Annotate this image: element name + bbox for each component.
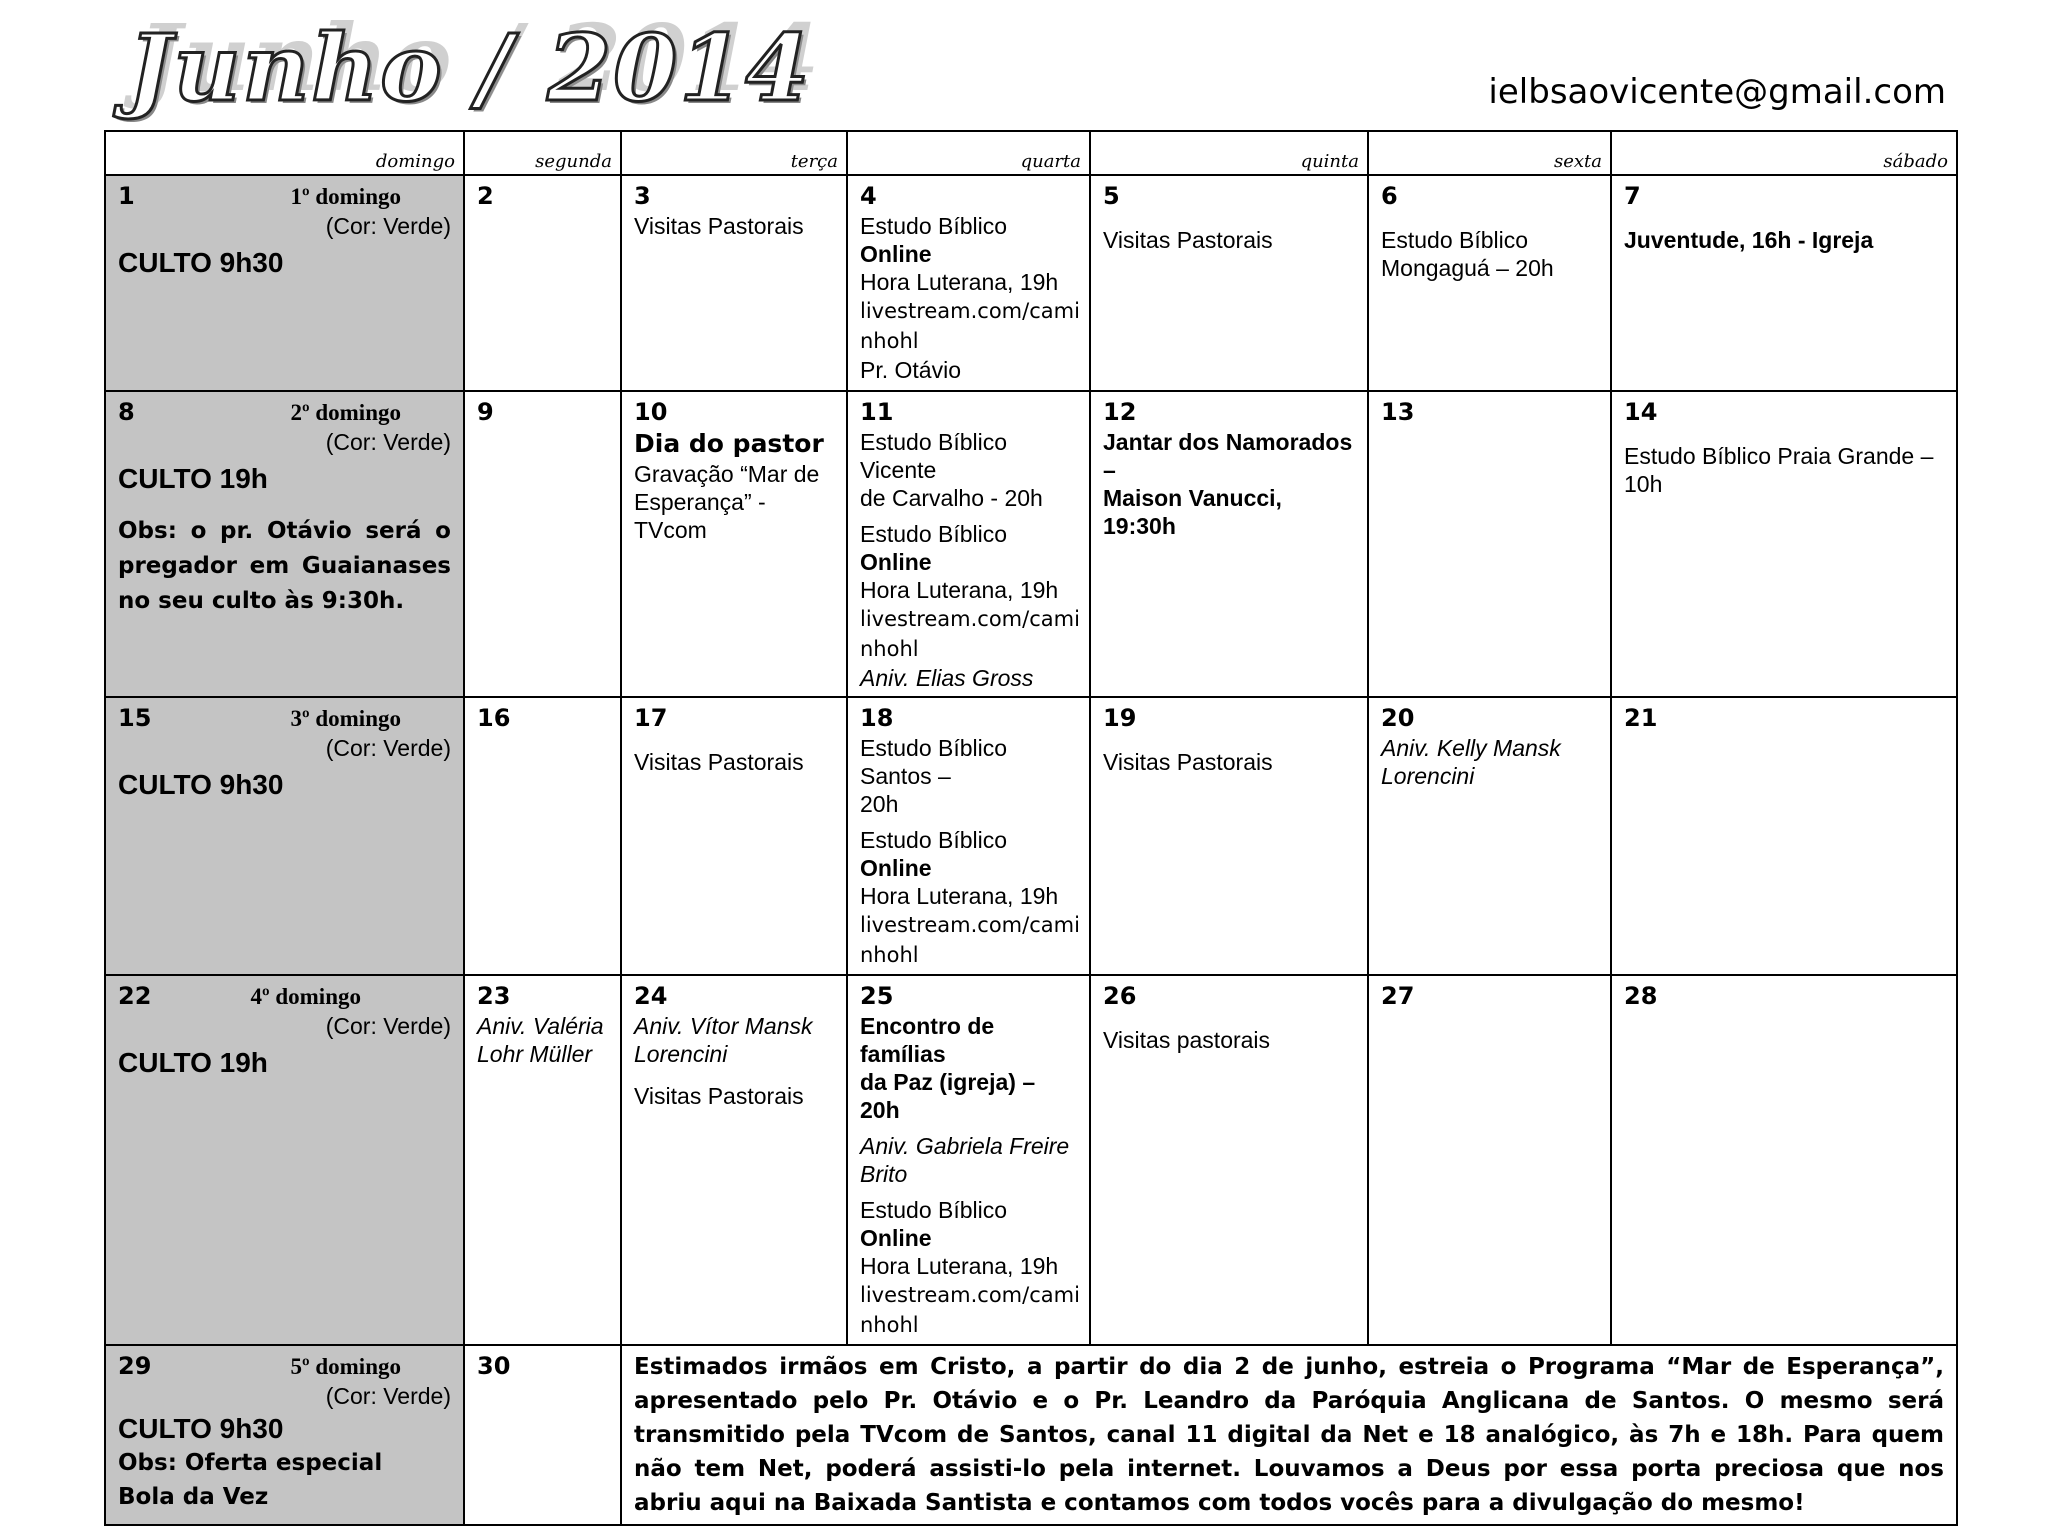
liturgical-color: (Cor: Verde) — [325, 735, 451, 761]
day-number: 3 — [634, 182, 651, 210]
day-cell — [847, 697, 1090, 975]
event-text: Visitas Pastorais — [634, 1083, 804, 1109]
service-time: CULTO 9h30 — [118, 247, 284, 278]
day-cell — [1090, 975, 1368, 1345]
day-cell — [1090, 175, 1368, 391]
day-number: 28 — [1624, 982, 1658, 1010]
birthday-text: Aniv. Valéria — [477, 1013, 604, 1039]
birthday-text: Lorencini — [634, 1041, 728, 1067]
stream-link: nhohl — [860, 1313, 919, 1337]
sunday-ordinal: 2º domingo — [290, 400, 401, 425]
sunday-ordinal: 3º domingo — [290, 706, 401, 731]
day-number: 29 — [118, 1352, 152, 1380]
event-text: Estudo Bíblico Vicente — [860, 429, 1008, 483]
event-text: Estudo Bíblico — [860, 213, 1008, 239]
day-cell — [1611, 975, 1957, 1345]
day-cell — [847, 175, 1090, 391]
day-cell — [847, 391, 1090, 697]
day-number: 1 — [118, 182, 135, 210]
day-cell — [621, 175, 847, 391]
day-number: 2 — [477, 182, 494, 210]
day-cell — [1611, 697, 1957, 975]
day-cell — [464, 975, 621, 1345]
day-number: 9 — [477, 398, 494, 426]
contact-email: ielbsaovicente@gmail.com — [1488, 72, 1946, 112]
birthday-text: Aniv. Elias Gross — [860, 665, 1034, 691]
weekday-header: terça — [621, 131, 847, 175]
event-text: Estudo Bíblico — [1381, 227, 1529, 253]
day-cell — [847, 975, 1090, 1345]
day-number: 27 — [1381, 982, 1415, 1010]
weekday-header: domingo — [105, 131, 464, 175]
event-text: Estudo Bíblico — [860, 1197, 1008, 1223]
day-number: 12 — [1103, 398, 1137, 426]
event-text: Jantar dos Namorados – — [1103, 429, 1353, 483]
event-text: Hora Luterana, 19h — [860, 883, 1059, 909]
event-text: Pr. Otávio — [860, 357, 961, 383]
week-row — [105, 975, 1957, 1345]
liturgical-color: (Cor: Verde) — [325, 213, 451, 239]
service-time: CULTO 9h30 — [118, 1413, 284, 1444]
stream-link: nhohl — [860, 329, 919, 353]
day-cell — [621, 697, 847, 975]
day-cell — [1090, 391, 1368, 697]
event-text: Online — [860, 1225, 932, 1251]
event-text: 20h — [860, 791, 899, 817]
event-text: Online — [860, 241, 932, 267]
sunday-note: Bola da Vez — [118, 1484, 269, 1510]
day-number: 23 — [477, 982, 511, 1010]
day-cell — [464, 1345, 621, 1525]
day-number: 18 — [860, 704, 894, 732]
day-number: 6 — [1381, 182, 1398, 210]
service-time: CULTO 19h — [118, 463, 268, 494]
week-row — [105, 1345, 1957, 1525]
weekday-header: quarta — [847, 131, 1090, 175]
weekday-header: sábado — [1611, 131, 1957, 175]
event-text: Online — [860, 855, 932, 881]
event-text: de Carvalho - 20h — [860, 485, 1043, 511]
event-text: Visitas Pastorais — [634, 749, 804, 775]
day-number: 11 — [860, 398, 894, 426]
day-number: 21 — [1624, 704, 1658, 732]
calendar-table — [104, 130, 1958, 1526]
event-text: Encontro de famílias — [860, 1013, 995, 1067]
day-cell — [1368, 697, 1611, 975]
day-number: 7 — [1624, 182, 1641, 210]
event-text: Estudo Bíblico Praia Grande – 10h — [1624, 443, 1934, 497]
event-text: Estudo Bíblico — [860, 521, 1008, 547]
day-number: 24 — [634, 982, 668, 1010]
sunday-cell — [105, 975, 464, 1345]
service-time: CULTO 19h — [118, 1047, 268, 1078]
event-text: da Paz (igreja) – 20h — [860, 1069, 1036, 1123]
day-number: 15 — [118, 704, 152, 732]
day-number: 19 — [1103, 704, 1137, 732]
day-number: 8 — [118, 398, 135, 426]
sunday-ordinal: 1º domingo — [290, 184, 401, 209]
liturgical-color: (Cor: Verde) — [325, 1383, 451, 1409]
weekday-header: quinta — [1090, 131, 1368, 175]
day-number: 13 — [1381, 398, 1415, 426]
day-number: 25 — [860, 982, 894, 1010]
sunday-cell — [105, 175, 464, 391]
sunday-note: Obs: o pr. Otávio será o pregador em Guaianases no seu culto às 9:30h. — [118, 518, 451, 614]
day-cell — [1611, 391, 1957, 697]
sunday-ordinal: 4º domingo — [250, 984, 361, 1009]
page-title: Junho / 2014 — [128, 14, 812, 122]
birthday-text: Aniv. Gabriela Freire — [860, 1133, 1070, 1159]
sunday-cell — [105, 391, 464, 697]
day-cell — [464, 391, 621, 697]
day-cell — [1611, 175, 1957, 391]
weekday-header: sexta — [1368, 131, 1611, 175]
week-row — [105, 175, 1957, 391]
event-text: Juventude, 16h - Igreja — [1624, 227, 1874, 253]
week-row — [105, 697, 1957, 975]
day-number: 14 — [1624, 398, 1658, 426]
day-cell — [1090, 697, 1368, 975]
liturgical-color: (Cor: Verde) — [325, 1013, 451, 1039]
announcement-notice: Estimados irmãos em Cristo, a partir do dia 2 de junho, estreia o Programa “Mar de Esperança”, apresentado pelo Pr. Otávio e o Pr. Leandro da Paróquia Anglicana de Santos. O mesmo será transmitido pela TVcom de Santos, canal 11 digital da Net e 18 analógico, às 7h e 18h. Para quem não tem Net, poderá assisti-lo pela internet. Louvamos a Deus por essa porta preciosa que nos abriu aqui na Baixada Santista e contamos com todos vocês para a divulgação do mesmo! — [621, 1345, 1957, 1525]
event-text: Hora Luterana, 19h — [860, 577, 1059, 603]
stream-link: livestream.com/cami — [860, 607, 1080, 631]
event-text: Hora Luterana, 19h — [860, 269, 1059, 295]
event-text: Visitas Pastorais — [1103, 227, 1273, 253]
liturgical-color: (Cor: Verde) — [325, 429, 451, 455]
day-number: 20 — [1381, 704, 1415, 732]
stream-link: livestream.com/cami — [860, 299, 1080, 323]
day-number: 22 — [118, 982, 152, 1010]
day-cell — [1368, 391, 1611, 697]
day-cell — [464, 175, 621, 391]
weekday-header-row — [105, 131, 1957, 175]
stream-link: livestream.com/cami — [860, 1283, 1080, 1307]
event-text: Gravação “Mar de — [634, 461, 820, 487]
day-cell — [464, 697, 621, 975]
event-text: Visitas Pastorais — [634, 213, 804, 239]
event-headline: Dia do pastor — [634, 429, 824, 458]
day-cell — [621, 391, 847, 697]
day-number: 5 — [1103, 182, 1120, 210]
day-number: 16 — [477, 704, 511, 732]
sunday-note: Obs: Oferta especial — [118, 1450, 383, 1476]
event-text: Estudo Bíblico — [860, 827, 1008, 853]
event-text: Maison Vanucci, 19:30h — [1103, 485, 1282, 539]
day-cell — [621, 975, 847, 1345]
day-number: 30 — [477, 1352, 511, 1380]
day-number: 26 — [1103, 982, 1137, 1010]
stream-link: livestream.com/cami — [860, 913, 1080, 937]
day-number: 10 — [634, 398, 668, 426]
birthday-text: Brito — [860, 1161, 908, 1187]
event-text: Online — [860, 549, 932, 575]
event-text: Visitas pastorais — [1103, 1027, 1271, 1053]
day-cell — [1368, 175, 1611, 391]
day-cell — [1368, 975, 1611, 1345]
stream-link: nhohl — [860, 943, 919, 967]
birthday-text: Lorencini — [1381, 763, 1475, 789]
day-number: 4 — [860, 182, 877, 210]
birthday-text: Aniv. Kelly Mansk — [1381, 735, 1561, 761]
event-text: Hora Luterana, 19h — [860, 1253, 1059, 1279]
stream-link: nhohl — [860, 637, 919, 661]
event-text: Esperança” - TVcom — [634, 489, 766, 543]
birthday-text: Aniv. Vítor Mansk — [634, 1013, 813, 1039]
sunday-cell — [105, 1345, 464, 1525]
week-row — [105, 391, 1957, 697]
event-text: Mongaguá – 20h — [1381, 255, 1554, 281]
sunday-cell — [105, 697, 464, 975]
sunday-ordinal: 5º domingo — [290, 1354, 401, 1379]
weekday-header: segunda — [464, 131, 621, 175]
day-number: 17 — [634, 704, 668, 732]
event-text: Visitas Pastorais — [1103, 749, 1273, 775]
service-time: CULTO 9h30 — [118, 769, 284, 800]
birthday-text: Lohr Müller — [477, 1041, 593, 1067]
event-text: Estudo Bíblico Santos – — [860, 735, 1008, 789]
